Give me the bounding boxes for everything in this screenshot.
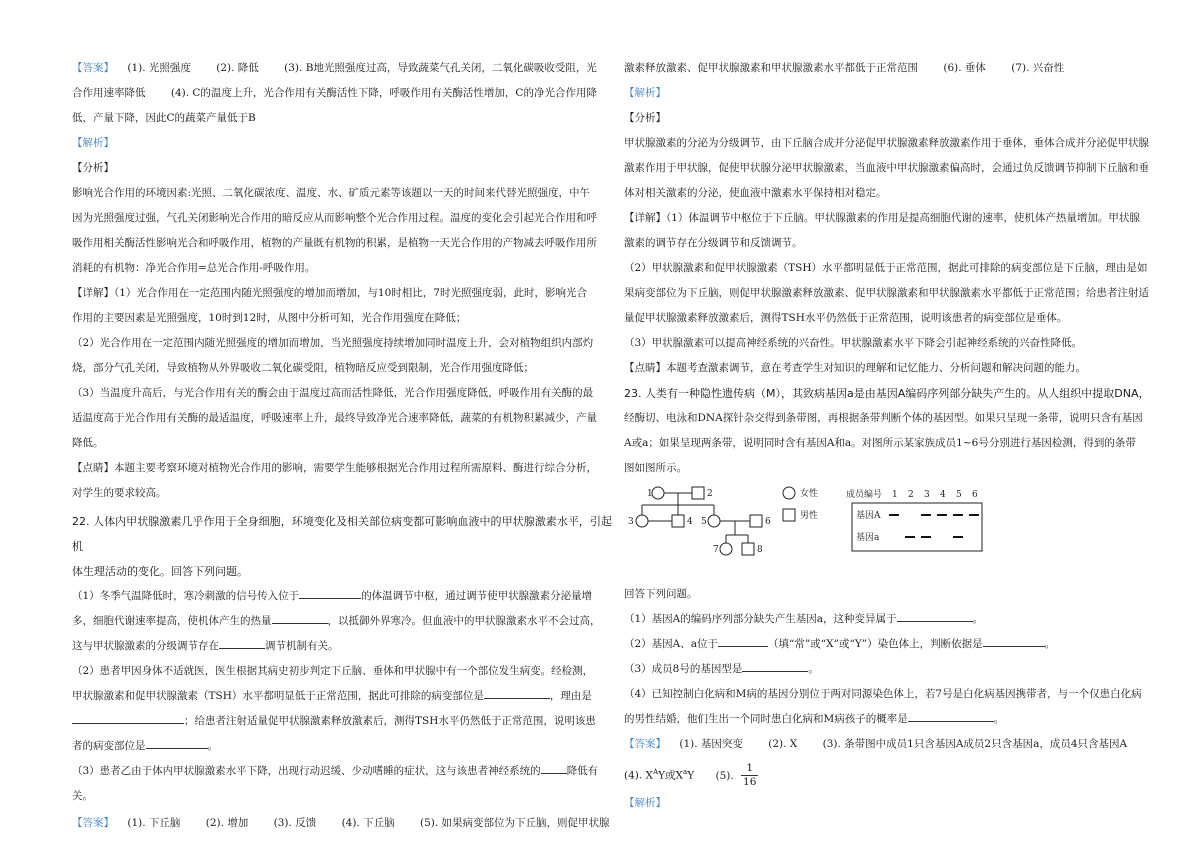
q22-p2-c: ，理由是 <box>549 690 592 702</box>
answer-3-part1: (3). B地光照强度过高，导致蔬菜气孔关闭，二氧化碳吸收受阻，光 <box>284 62 597 74</box>
dianjing-line-2: 对学生的要求较高。 <box>72 487 167 499</box>
fenxi-line-4: 消耗的有机物：净光合作用=总光合作用-呼吸作用。 <box>72 262 316 274</box>
answer-3: (3). 反馈 <box>273 817 317 829</box>
analysis-tag-text: 【解析】 <box>72 137 114 149</box>
xiangjie-line-3: （2）甲状腺激素和促甲状腺激素（TSH）水平都明显低于正常范围，据此可排除的病变部位是下丘脑，理由是如 <box>624 262 1148 274</box>
answer-5: (5). 如果病变部位为下丘脑，则促甲状腺 <box>419 817 610 829</box>
q23-q4-b: 的男性结婚，他们生出一个同时患白化病和M病孩子的概率是 <box>624 713 908 725</box>
analysis-tag-text: 【解析】 <box>624 87 666 99</box>
q22-p1-b: 的体温调节中枢，通过调节使甲状腺激素分泌量增 <box>361 590 593 602</box>
analysis-tag <box>624 81 1164 106</box>
pedigree-figure-svg <box>624 485 1164 580</box>
band-number-2: 2 <box>908 490 914 500</box>
answer-4: (4). 下丘脑 <box>341 817 395 829</box>
q22-part2-line3 <box>72 709 612 734</box>
answer-1: (1). 下丘脑 <box>127 817 181 829</box>
member-label-6: 6 <box>765 517 771 527</box>
xiangjie-line-5: （3）当温度升高后，与光合作用有关的酶会由于温度过高而活性降低，光合作用强度降低，呼吸作用有关酶的最 <box>72 387 594 399</box>
member-label-7: 7 <box>713 545 719 555</box>
answer-5-label: (5). <box>715 769 734 782</box>
gene-a-label: 基因a <box>856 533 880 543</box>
answer-6: (6). 垂体 <box>943 62 986 74</box>
legend-female-label: 女性 <box>800 489 819 499</box>
q22-part2-line1: （2）患者甲因身体不适就医，医生根据其病史初步判定下丘脑、垂体和甲状腺中有一个部位发生病变。经检测， <box>72 665 594 677</box>
xiangjie-line-6: 适温度高于光合作用有关酶的最适温度，呼吸速率上升，最终导致净光合速率降低，蔬菜的有机物积累减少，产量 <box>72 412 597 424</box>
q21-answer-line2 <box>72 81 612 106</box>
xiangjie-line-4: 果病变部位为下丘脑，则促甲状腺激素释放激素、促甲状腺激素和甲状腺激素水平都低于正常范围；给患者注射适 <box>624 287 1149 299</box>
answer-2: (2). 增加 <box>205 817 249 829</box>
answer-4-part1: (4). C的温度上升，光合作用有关酶活性下降，呼吸作用有关酶活性增加，C的净光合作用降 <box>170 87 597 99</box>
band-number-6: 6 <box>972 490 978 500</box>
pedigree-member-7 <box>720 543 732 555</box>
dianjing-line-1: 【点睛】本题主要考察环境对植物光合作用的影响，需要学生能够根据光合作用过程所需原料、酶进行综合分析， <box>72 462 597 474</box>
answer-1: (1). 基因突变 <box>679 738 743 750</box>
q22-p3-b: 降低有 <box>566 765 599 777</box>
left-column <box>72 56 612 836</box>
answer-blank[interactable] <box>897 609 973 622</box>
q23-q1-b: 。 <box>972 613 984 625</box>
answer-1: (1). 光照强度 <box>127 62 191 74</box>
q22-p2-d: ；给患者注射适量促甲状腺激素释放激素后，测得TSH水平仍然低于正常范围，说明该患 <box>184 715 596 727</box>
q22-p1-d: ，以抵御外界寒冷。但血液中的甲状腺激素水平不会过高， <box>327 615 601 627</box>
answer-blank[interactable] <box>718 634 768 647</box>
answer-4-end: Y <box>687 769 695 782</box>
pedigree-member-4 <box>672 515 684 527</box>
answer-7: (7). 兴奋性 <box>1011 62 1065 74</box>
legend-male-icon <box>783 509 795 521</box>
fenxi-line-3: 体对相关激素的分泌，使血液中激素水平保持相对稳定。 <box>624 187 887 199</box>
answer-4-part2: 低，产量下降，因此C的蔬菜产量低于B <box>72 112 256 124</box>
q23-q1-a: （1）基因A的编码序列部分缺失产生基因a，这种变异属于 <box>624 613 897 625</box>
xiangjie-line-5: 量促甲状腺激素释放激素后，测得TSH水平仍然低于正常范围，说明该患者的病变部位是垂体。 <box>624 312 1068 324</box>
q23-line-1: 23. 人类有一种隐性遗传病（M），其致病基因a是由基因A编码序列部分缺失产生的。从人组织中提取DNA， <box>624 387 1150 400</box>
answer-2: (2). 降低 <box>216 62 259 74</box>
q23-answer-line1 <box>624 732 1164 757</box>
pedigree-and-band-figure <box>624 485 1164 580</box>
xiangjie-line-1: 【详解】（1）光合作用在一定范围内随光照强度的增加而增加，与10时相比，7时光照强度弱，此时，影响光合 <box>72 287 587 299</box>
fenxi-line-1: 甲状腺激素的分泌为分级调节，由下丘脑合成并分泌促甲状腺激素释放激素作用于垂体，垂体合成并分泌促甲状腺 <box>624 137 1149 149</box>
analysis-tag-2 <box>624 791 1164 816</box>
legend-male-label: 男性 <box>800 511 819 521</box>
pedigree-member-1 <box>652 487 664 499</box>
band-number-4: 4 <box>940 490 946 500</box>
fenxi-heading: 【分析】 <box>72 162 114 174</box>
pedigree-member-2 <box>692 487 704 499</box>
member-label-8: 8 <box>757 545 763 555</box>
analysis-tag-text: 【解析】 <box>624 796 666 809</box>
pedigree-member-6 <box>750 515 762 527</box>
legend-female-icon <box>783 487 795 499</box>
answer-4-mid: Y或X <box>658 769 684 782</box>
q22-answer-continued <box>624 56 1164 81</box>
q23-line-2: 经酶切、电泳和DNA探针杂交得到条带图，再根据条带判断个体的基因型。如果只呈现一条带，说明只含有基因 <box>624 412 1143 424</box>
member-label-5: 5 <box>701 517 707 527</box>
answer-tag: 【答案】 <box>72 817 114 829</box>
q22-part2-line2 <box>72 684 612 709</box>
answer-blank[interactable] <box>742 659 808 672</box>
fraction-denominator: 16 <box>743 776 757 788</box>
fenxi-heading: 【分析】 <box>624 112 666 124</box>
q21-answer-line1 <box>72 56 612 81</box>
q22-part1-line1 <box>72 584 612 609</box>
answer-3-part2: 合作用速率降低 <box>72 87 146 99</box>
q22-p2-f: 。 <box>207 740 218 752</box>
q22-part3-line2: 关。 <box>72 790 93 802</box>
right-column <box>624 56 1164 816</box>
pedigree-member-5 <box>708 515 720 527</box>
band-number-3: 3 <box>924 490 930 500</box>
q22-part1-line3 <box>72 634 612 659</box>
q22-p2-e: 者的病变部位是 <box>72 740 146 752</box>
answer-blank[interactable] <box>983 634 1045 647</box>
band-number-5: 5 <box>956 490 962 500</box>
xiangjie-line-2: 激素的调节存在分级调节和反馈调节。 <box>624 237 803 249</box>
answer-blank[interactable] <box>146 736 208 749</box>
q23-q2-c: 。 <box>1044 638 1056 650</box>
pedigree-member-3 <box>636 515 648 527</box>
q23-q3-a: （3）成员8号的基因型是 <box>624 663 743 675</box>
q23-part1 <box>624 607 1164 632</box>
answer-3: (3). 条带图中成员1只含基因A成员2只含基因a，成员4只含基因A <box>822 738 1128 750</box>
answer-tag: 【答案】 <box>624 738 666 750</box>
q23-part3 <box>624 657 1164 682</box>
q23-q4-c: 。 <box>993 713 1005 725</box>
fraction-numerator: 1 <box>741 762 758 776</box>
fenxi-line-2: 因为光照强度过强，气孔关闭影响光合作用的暗反应从而影响整个光合作用过程。温度的变化会引起光合作用和呼 <box>72 212 597 224</box>
answer-blank[interactable] <box>299 586 361 599</box>
q22-part3-line1 <box>72 759 612 784</box>
pedigree-member-8 <box>742 543 754 555</box>
answer-4-sup2: a <box>683 768 688 776</box>
member-label-4: 4 <box>687 517 693 527</box>
band-number-1: 1 <box>892 490 898 500</box>
answer-blank[interactable] <box>72 711 184 724</box>
answer-2: (2). X <box>768 738 798 750</box>
answer-4-prefix: (4). X <box>624 769 654 782</box>
dianjing-line: 【点睛】本题考查激素调节，意在考查学生对知识的理解和记忆能力、分析问题和解决问题的能力。 <box>624 362 1086 374</box>
xiangjie-line-4: 烧，部分气孔关闭，导致植物从外界吸收二氧化碳受阻，植物暗反应受到限制，光合作用强度降低； <box>72 362 534 374</box>
answer-blank[interactable] <box>219 636 265 649</box>
xiangjie-line-7: 降低。 <box>72 437 104 449</box>
q22-title-line1: 22. 人体内甲状腺激素几乎作用于全身细胞，环境变化及相关部位病变都可影响血液中的甲状腺激素水平，引起机 <box>72 515 612 553</box>
q23-part4-line1: （4）已知控制白化病和M病的基因分别位于两对同源染色体上，若7号是白化病基因携带者，与一个仅患白化病 <box>624 688 1142 700</box>
answer-5-fraction <box>741 762 758 789</box>
xiangjie-line-2: 作用的主要因素是光照强度，10时到12时，从图中分析可知，光合作用强度在降低； <box>72 312 467 324</box>
fenxi-line-1: 影响光合作用的环境因素:光照、二氧化碳浓度、温度、水、矿质元素等该题以一天的时间来代替光照强度，中午 <box>72 187 591 199</box>
fenxi-line-2: 激素作用于甲状腺，促使甲状腺分泌甲状腺激素，当血液中甲状腺激素偏高时，会通过负反馈调节抑制下丘脑和垂 <box>624 162 1149 174</box>
q22-part1-line2 <box>72 609 612 634</box>
q22-p1-c: 多，细胞代谢速率提高，使机体产生的热量 <box>72 615 272 627</box>
q23-answer-line2 <box>624 757 1164 791</box>
member-label-3: 3 <box>628 517 634 527</box>
gene-A-label: 基因A <box>856 511 881 521</box>
fenxi-line-3: 吸作用相关酶活性影响光合和呼吸作用，植物的产量既有机物的积累，是植物一天光合作用的产物减去呼吸作用所 <box>72 237 597 249</box>
analysis-tag <box>72 131 612 156</box>
member-label-1: 1 <box>647 489 653 499</box>
answer-blank[interactable] <box>272 611 328 624</box>
q22-p2-b: 甲状腺激素和促甲状腺激素（TSH）水平都明显低于正常范围，据此可排除的病变部位是 <box>72 690 484 702</box>
q22-p1-a: （1）冬季气温降低时，寒冷刺激的信号传入位于 <box>72 590 300 602</box>
xiangjie-line-1: 【详解】（1）体温调节中枢位于下丘脑。甲状腺激素的作用是提高细胞代谢的速率，使机体产热量增加。甲状腺 <box>624 212 1140 224</box>
answer-5-continued: 激素释放激素、促甲状腺激素和甲状腺激素水平都低于正常范围 <box>624 62 918 74</box>
q23-q2-b: （填“常”或“X”或“Y”）染色体上，判断依据是 <box>768 638 983 650</box>
answer-prompt: 回答下列问题。 <box>624 588 698 600</box>
q22-p1-e: 这与甲状腺激素的分级调节存在 <box>72 640 219 652</box>
member-label-2: 2 <box>707 489 713 499</box>
answer-blank[interactable] <box>908 709 994 722</box>
q23-line-3: A或a；如果呈现两条带，说明同时含有基因A和a。对图所示某家族成员1~6号分别进行基因检测，得到的条带 <box>624 437 1136 449</box>
q23-q2-a: （2）基因A、a位于 <box>624 638 719 650</box>
q23-line-4: 图如图所示。 <box>624 462 687 474</box>
q22-title-line2: 体生理活动的变化。回答下列问题。 <box>72 565 248 578</box>
q22-part2-line4 <box>72 734 612 759</box>
xiangjie-line-6: （3）甲状腺激素可以提高神经系统的兴奋性。甲状腺激素水平下降会引起神经系统的兴奋性降低。 <box>624 337 1083 349</box>
q22-p3-a: （3）患者乙由于体内甲状腺激素水平下降，出现行动迟缓、少动嗜睡的症状，这与该患者神经系统的 <box>72 765 541 777</box>
q22-p1-f: 调节机制有关。 <box>265 640 339 652</box>
q23-part2 <box>624 632 1164 657</box>
band-title: 成员编号 <box>846 490 883 500</box>
q22-answer-line <box>72 811 612 836</box>
q23-q3-b: 。 <box>808 663 819 675</box>
answer-blank[interactable] <box>541 761 567 774</box>
q23-part4-line2 <box>624 707 1164 732</box>
answer-tag: 【答案】 <box>72 62 114 74</box>
xiangjie-line-3: （2）光合作用在一定范围内随光照强度的增加而增加，当光照强度持续增加同时温度上升，会对植物组织内部灼 <box>72 337 594 349</box>
answer-4-sup1: A <box>653 768 659 776</box>
answer-blank[interactable] <box>484 686 550 699</box>
